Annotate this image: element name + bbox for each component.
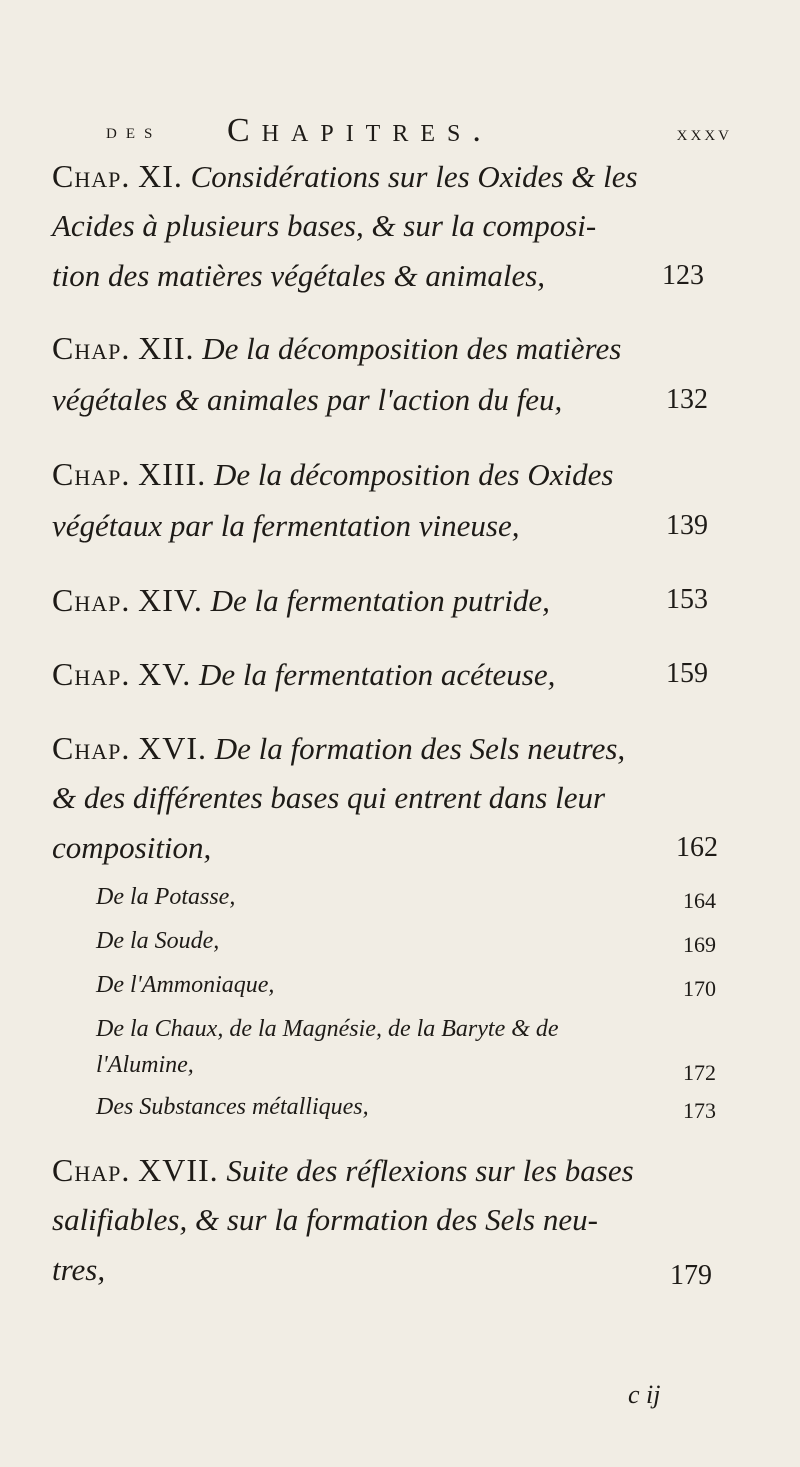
chapter-page: 139 bbox=[666, 510, 708, 541]
sub-entry-title: De la Chaux, de la Magnésie, de la Baryte & de bbox=[96, 1016, 559, 1042]
chapter-label: Chap. bbox=[52, 656, 131, 692]
sub-entry-page: 172 bbox=[683, 1060, 716, 1085]
chapter-page: 162 bbox=[676, 832, 718, 863]
chapter-page: 123 bbox=[662, 260, 704, 291]
chapter-label: Chap. bbox=[52, 582, 131, 618]
chapter-number: XV. bbox=[138, 656, 192, 692]
chapter-page: 132 bbox=[666, 384, 708, 415]
chapter-page: 153 bbox=[666, 584, 708, 615]
chapter-title-line: tres, bbox=[52, 1252, 106, 1287]
chapter-number: XI. bbox=[138, 158, 183, 194]
chapter-label: Chap. bbox=[52, 456, 131, 492]
chapter-title-line: Considérations sur les Oxides & les bbox=[190, 159, 638, 194]
chapter-title-line: De la décomposition des matières bbox=[202, 331, 622, 366]
chapter-title-line: composition, bbox=[52, 830, 212, 865]
signature-mark: c ij bbox=[628, 1380, 661, 1409]
chapter-title-line: végétales & animales par l'action du feu, bbox=[52, 382, 563, 417]
chapter-number: XII. bbox=[138, 330, 195, 366]
chapter-title-line: Suite des réflexions sur les bases bbox=[226, 1153, 634, 1188]
chapter-title-line: De la formation des Sels neutres, bbox=[214, 731, 626, 766]
sub-entry-page: 170 bbox=[683, 976, 716, 1001]
sub-entry-title: De la Potasse, bbox=[96, 884, 236, 910]
sub-entry-title: l'Alumine, bbox=[96, 1052, 194, 1078]
sub-entry-title: De l'Ammoniaque, bbox=[96, 972, 275, 998]
chapter-label: Chap. bbox=[52, 730, 131, 766]
chapter-page: 179 bbox=[670, 1260, 712, 1291]
chapter-label: Chap. bbox=[52, 1152, 131, 1188]
sub-entry-page: 164 bbox=[683, 888, 716, 913]
chapter-title-line: tion des matières végétales & animales, bbox=[52, 258, 546, 293]
chapter-number: XVI. bbox=[138, 730, 207, 766]
sub-entry-title: Des Substances métalliques, bbox=[96, 1094, 369, 1120]
sub-entry-title: De la Soude, bbox=[96, 928, 220, 954]
chapter-number: XVII. bbox=[138, 1152, 219, 1188]
chapter-title-line: & des différentes bases qui entrent dans leur bbox=[52, 780, 606, 815]
sub-entry-page: 169 bbox=[683, 932, 716, 957]
chapter-label: Chap. bbox=[52, 158, 131, 194]
header-title: Chapitres. bbox=[227, 112, 493, 149]
chapter-label: Chap. bbox=[52, 330, 131, 366]
chapter-title-line: De la fermentation acéteuse, bbox=[198, 657, 556, 692]
chapter-title-line: Acides à plusieurs bases, & sur la composi- bbox=[52, 208, 597, 243]
sub-entry-page: 173 bbox=[683, 1098, 716, 1123]
running-header bbox=[92, 112, 732, 152]
chapter-number: XIII. bbox=[138, 456, 207, 492]
header-page-number: xxxv bbox=[676, 120, 732, 145]
chapter-title-line: salifiables, & sur la formation des Sels neu- bbox=[52, 1202, 598, 1237]
chapter-title-line: De la fermentation putride, bbox=[210, 583, 550, 618]
chapter-title-line: végétaux par la fermentation vineuse, bbox=[52, 508, 520, 543]
chapter-page: 159 bbox=[666, 658, 708, 689]
header-left: des bbox=[106, 118, 162, 143]
chapter-title-line: De la décomposition des Oxides bbox=[213, 457, 614, 492]
chapter-number: XIV. bbox=[138, 582, 203, 618]
